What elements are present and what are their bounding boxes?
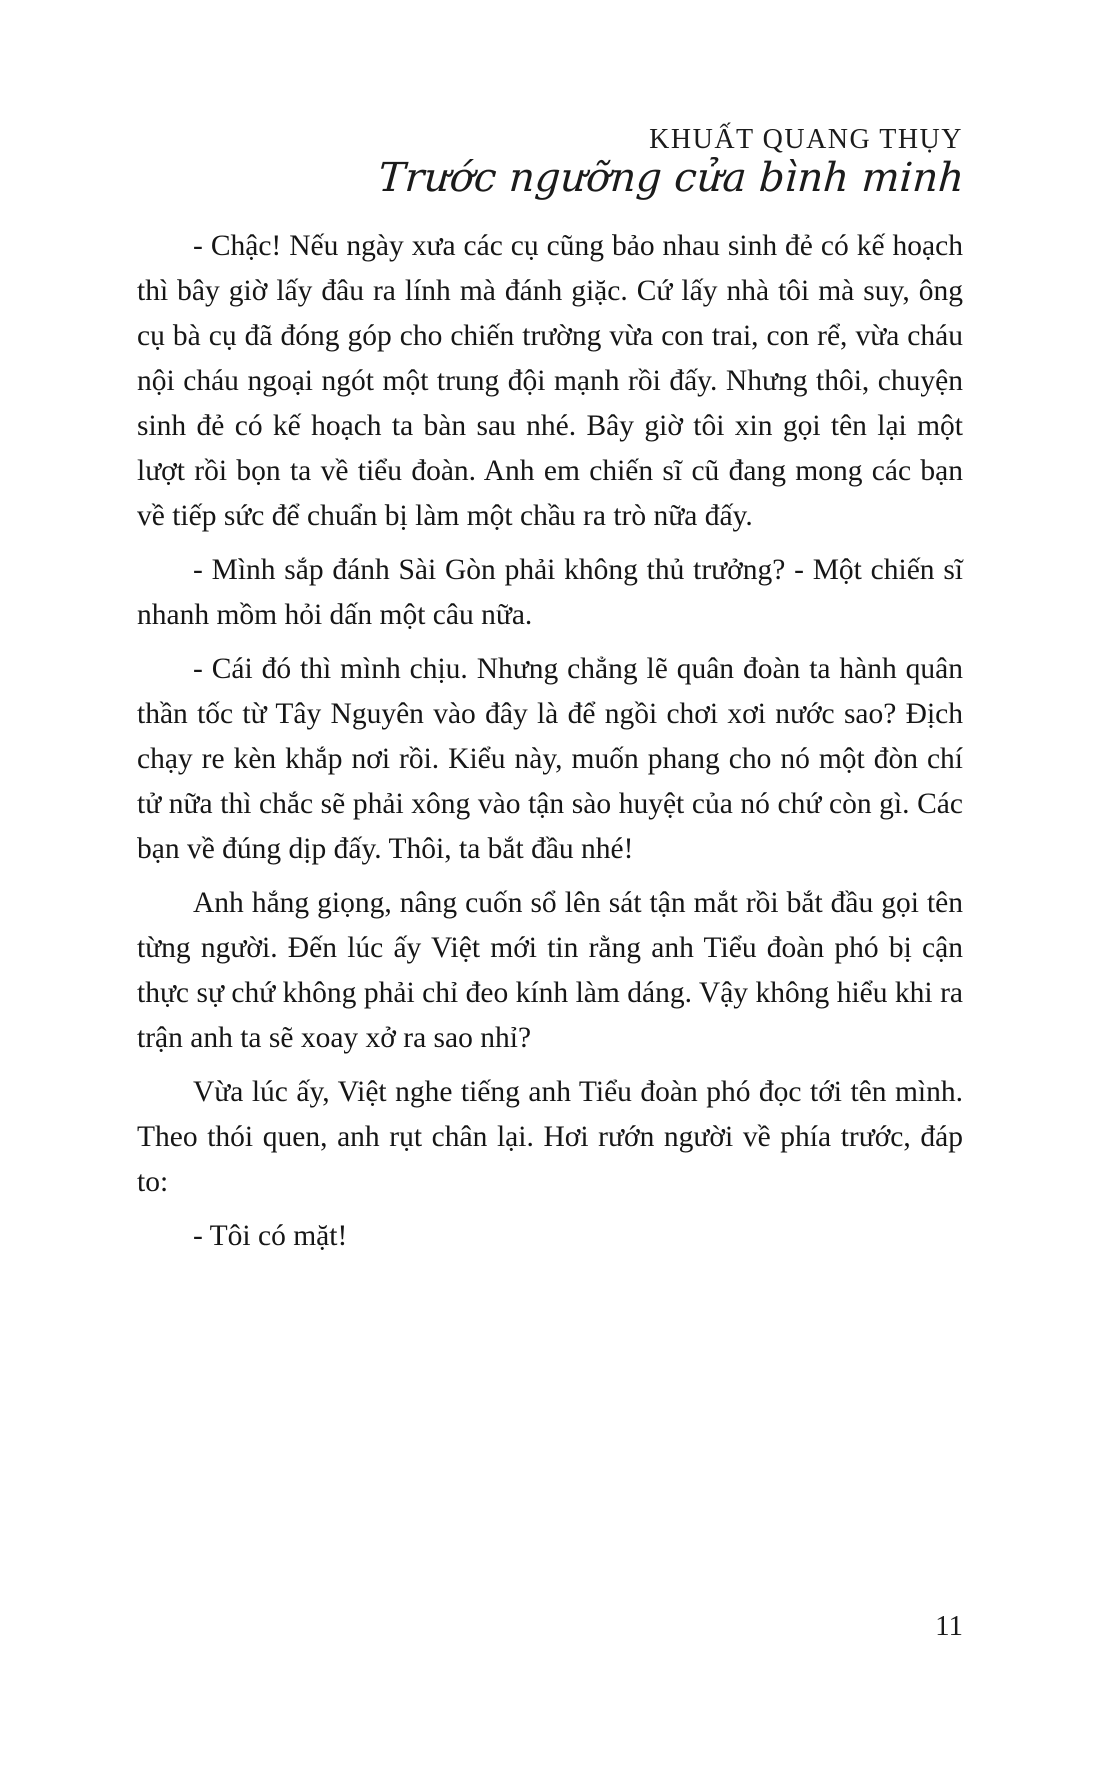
running-head: [377, 124, 967, 201]
book-title: Trước ngưỡng cửa bình minh: [377, 155, 967, 201]
body-text-block: [137, 224, 963, 1268]
body-paragraph: - Chậc! Nếu ngày xưa các cụ cũng bảo nhau sinh đẻ có kế hoạch thì bây giờ lấy đâu ra lính mà đánh giặc. Cứ lấy nhà tôi mà suy, ông cụ bà cụ đã đóng góp cho chiến trường vừa con trai, con rể, vừa cháu nội cháu ngoại ngót một trung đội mạnh rồi đấy. Nhưng thôi, chuyện sinh đẻ có kế hoạch ta bàn sau nhé. Bây giờ tôi xin gọi tên lại một lượt rồi bọn ta về tiểu đoàn. Anh em chiến sĩ cũ đang mong các bạn về tiếp sức để chuẩn bị làm một chầu ra trò nữa đấy.: [137, 230, 963, 532]
body-paragraph: - Cái đó thì mình chịu. Nhưng chẳng lẽ quân đoàn ta hành quân thần tốc từ Tây Nguyên vào đây là để ngồi chơi xơi nước sao? Địch chạy re kèn khắp nơi rồi. Kiểu này, muốn phang cho nó một đòn chí tử nữa thì chắc sẽ phải xông vào tận sào huyệt của nó chứ còn gì. Các bạn về đúng dịp đấy. Thôi, ta bắt đầu nhé!: [137, 653, 963, 865]
body-paragraph: - Mình sắp đánh Sài Gòn phải không thủ trưởng? - Một chiến sĩ nhanh mồm hỏi dấn một câu nữa.: [137, 554, 963, 631]
body-paragraph: Vừa lúc ấy, Việt nghe tiếng anh Tiểu đoàn phó đọc tới tên mình. Theo thói quen, anh rụt chân lại. Hơi rướn người về phía trước, đáp to:: [137, 1076, 963, 1198]
page-number: 11: [935, 1610, 963, 1642]
author-name: KHUẤT QUANG THỤY: [649, 124, 963, 155]
body-paragraph: Anh hắng giọng, nâng cuốn sổ lên sát tận mắt rồi bắt đầu gọi tên từng người. Đến lúc ấy Việt mới tin rằng anh Tiểu đoàn phó bị cận thực sự chứ không phải chỉ đeo kính làm dáng. Vậy không hiểu khi ra trận anh ta sẽ xoay xở ra sao nhỉ?: [137, 887, 963, 1054]
body-paragraph: - Tôi có mặt!: [193, 1220, 348, 1252]
